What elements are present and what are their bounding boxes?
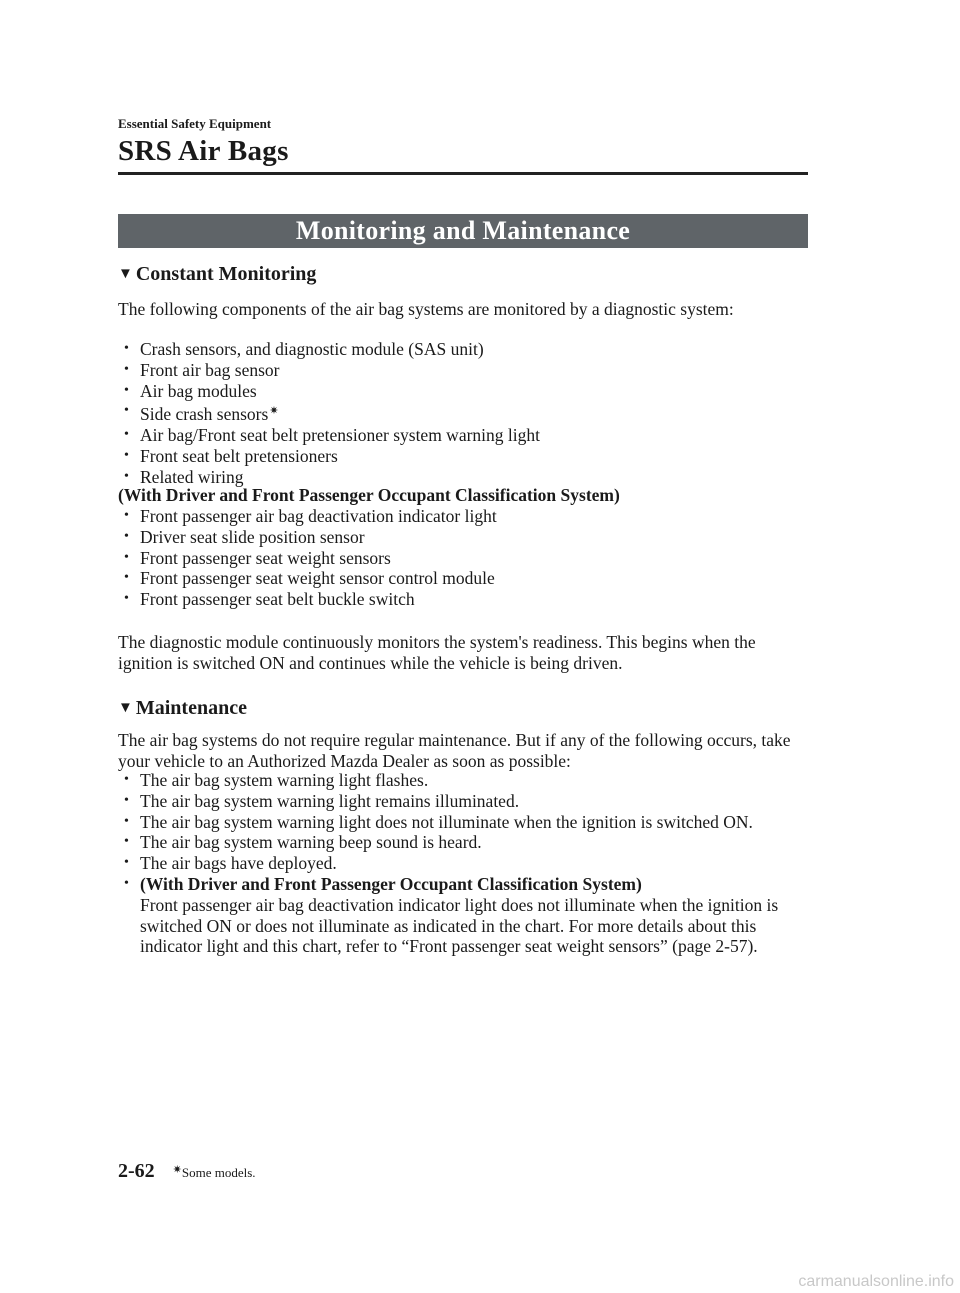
bullet-icon: • (124, 549, 129, 565)
heading-text: Maintenance (135, 697, 247, 719)
list-item: • Air bag/Front seat belt pretensioner system warning light (124, 425, 540, 446)
constant-monitoring-heading (118, 262, 316, 288)
occupant-classification-label: (With Driver and Front Passenger Occupant Classification System) (118, 485, 620, 505)
list-item: • Side crash sensors✷ (124, 403, 279, 425)
header-divider (118, 172, 808, 175)
maintenance-heading (118, 696, 247, 722)
occupant-classification-list (118, 506, 818, 610)
bullet-icon: • (124, 403, 129, 419)
some-models-asterisk-icon: ✷ (172, 1164, 182, 1176)
some-models-asterisk-icon: ✷ (269, 405, 279, 418)
bullet-icon: • (124, 855, 129, 871)
list-item: • Crash sensors, and diagnostic module (SAS unit) (124, 339, 484, 359)
bullet-icon: • (124, 341, 129, 356)
bullet-icon: • (124, 591, 129, 607)
maintenance-conditions-list (118, 770, 818, 957)
list-item: • Front passenger seat weight sensor control module (124, 568, 495, 589)
running-header (118, 116, 289, 168)
list-item: • Air bag modules (124, 380, 257, 401)
monitoring-outro: The diagnostic module continuously monitors the system's readiness. This begins when the ignition is switched ON and continues while the vehicle is being driven. (118, 632, 756, 673)
indicator-light-note: Front passenger air bag deactivation indicator light does not illuminate when the ignition is switched ON or does not illuminate as indicated in the chart. For more details about this indicator light and this chart, refer to “Front passenger seat weight sensors” (page 2-57). (140, 894, 779, 957)
bullet-icon: • (124, 813, 129, 829)
bullet-icon: • (124, 382, 129, 398)
list-item: • Front passenger seat weight sensors (124, 547, 391, 568)
bullet-icon: • (124, 792, 129, 808)
list-item: • The air bag system warning light remains illuminated. (124, 790, 520, 811)
monitored-components-list (118, 339, 818, 488)
bullet-icon: • (124, 570, 129, 586)
page-number: 2-62 (118, 1160, 155, 1182)
bullet-icon: • (124, 528, 129, 544)
section-title: Essential Safety Equipment (118, 116, 272, 131)
section-banner: Monitoring and Maintenance (118, 214, 808, 248)
triangle-marker-icon: ▼ (118, 700, 133, 716)
list-item: • Related wiring (124, 466, 244, 487)
bullet-icon: • (124, 468, 129, 484)
bullet-icon: • (124, 772, 129, 787)
list-item: • The air bag system warning light does not illuminate when the ignition is switched ON. (124, 811, 753, 832)
occupant-classification-label: (With Driver and Front Passenger Occupant Classification System) (140, 873, 642, 894)
list-item: • Front air bag sensor (124, 359, 280, 380)
maintenance-intro: The air bag systems do not require regular maintenance. But if any of the following occurs, take your vehicle to an Authorized Mazda Dealer as soon as possible: (118, 730, 791, 771)
bullet-icon: • (124, 875, 129, 891)
list-item: • Front passenger air bag deactivation indicator light (124, 506, 497, 526)
monitoring-intro: The following components of the air bag systems are monitored by a diagnostic system: (118, 299, 734, 319)
site-watermark: carmanualsonline.info (798, 1273, 954, 1290)
list-item: • Front passenger seat belt buckle switch (124, 589, 415, 610)
bullet-icon: • (124, 447, 129, 463)
list-item: • The air bag system warning beep sound is heard. (124, 832, 482, 853)
bullet-icon: • (124, 508, 129, 523)
bullet-icon: • (124, 834, 129, 850)
list-item (118, 874, 818, 957)
chapter-title: SRS Air Bags (118, 135, 289, 167)
triangle-marker-icon: ▼ (118, 266, 133, 282)
list-item: • The air bag system warning light flashes. (124, 770, 429, 790)
footnote: ✷Some models. (172, 1164, 256, 1180)
bullet-icon: • (124, 361, 129, 377)
bullet-icon: • (124, 427, 129, 443)
list-item: • Front seat belt pretensioners (124, 445, 338, 466)
list-item: • The air bags have deployed. (124, 853, 337, 874)
page-footer (118, 1160, 256, 1183)
list-item: • Driver seat slide position sensor (124, 526, 365, 547)
heading-text: Constant Monitoring (135, 263, 317, 285)
